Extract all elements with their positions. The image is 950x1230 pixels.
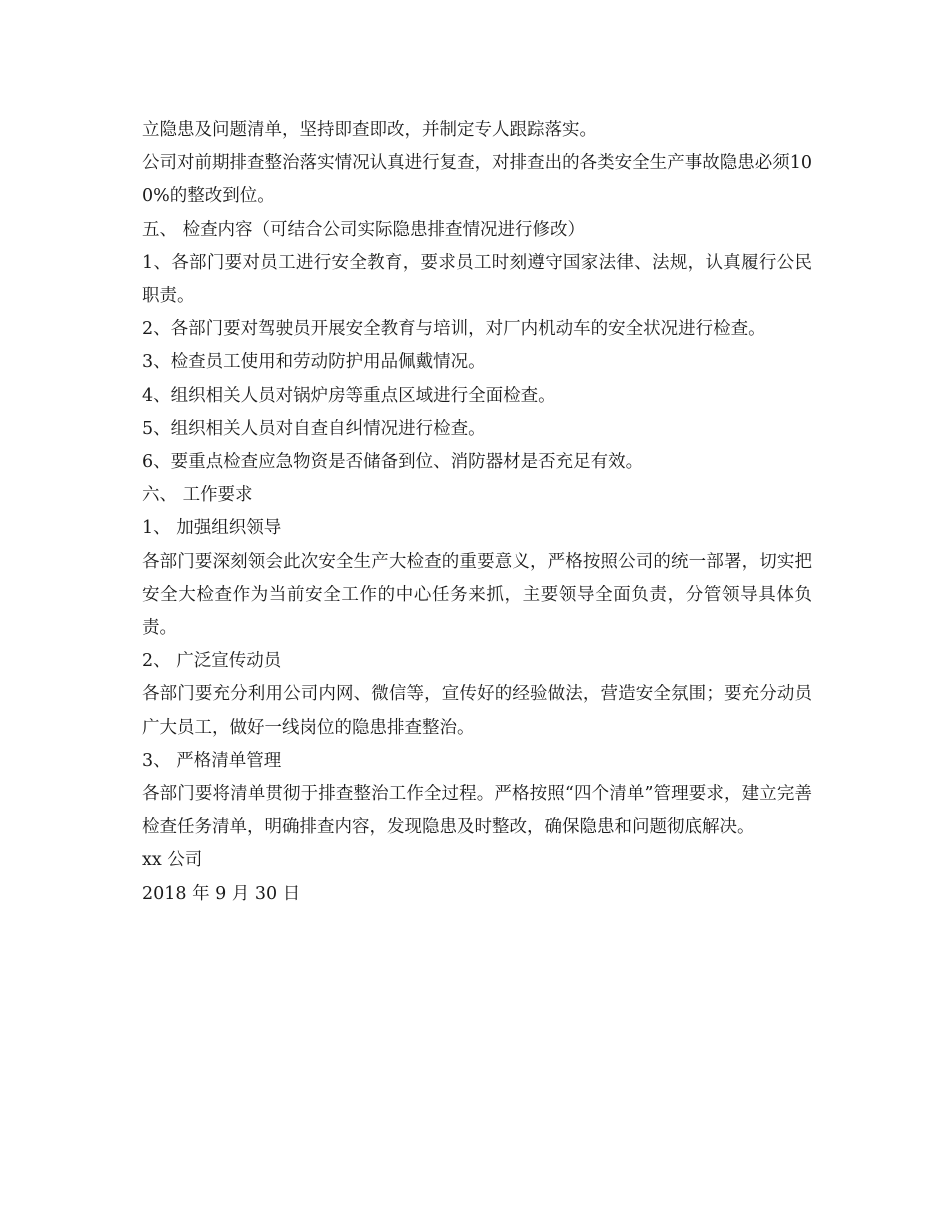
document-body	[142, 114, 812, 911]
list-item-inspection-2: 2、各部门要对驾驶员开展安全教育与培训，对厂内机动车的安全状况进行检查。	[142, 319, 766, 340]
paragraph-leadership: 各部门要深刻领会此次安全生产大检查的重要意义，严格按照公司的统一部署，切实把安全大检查作为当前安全工作的中心任务来抓，主要领导全面负责，分管领导具体负责。	[142, 551, 812, 639]
list-item-inspection-5: 5、组织相关人员对自查自纠情况进行检查。	[142, 418, 486, 439]
paragraph-publicity: 各部门要充分利用公司内网、微信等，宣传好的经验做法，营造安全氛围；要充分动员广大员工，做好一线岗位的隐患排查整治。	[142, 684, 812, 738]
subheading-list-management: 3、 严格清单管理	[142, 750, 282, 771]
subheading-publicity: 2、 广泛宣传动员	[142, 651, 282, 672]
signature-date: 2018 年 9 月 30 日	[142, 883, 301, 904]
signature-company: xx 公司	[142, 850, 203, 871]
list-item-inspection-4: 4、组织相关人员对锅炉房等重点区域进行全面检查。	[142, 385, 556, 406]
list-item-inspection-6: 6、要重点检查应急物资是否储备到位、消防器材是否充足有效。	[142, 452, 644, 473]
list-item-inspection-1: 1、各部门要对员工进行安全教育，要求员工时刻遵守国家法律、法规，认真履行公民职责。	[142, 252, 812, 307]
section-heading-inspection-content: 五、 检查内容（可结合公司实际隐患排查情况进行修改）	[142, 219, 586, 240]
paragraph-list-management: 各部门要将清单贯彻于排查整治工作全过程。严格按照“四个清单”管理要求，建立完善检查任务清单，明确排查内容，发现隐患及时整改，确保隐患和问题彻底解决。	[142, 784, 812, 838]
list-item-inspection-3: 3、检查员工使用和劳动防护用品佩戴情况。	[142, 352, 486, 373]
section-heading-work-requirements: 六、 工作要求	[142, 485, 253, 506]
subheading-leadership: 1、 加强组织领导	[142, 518, 282, 539]
paragraph-hazard-list: 立隐患及问题清单，坚持即查即改，并制定专人跟踪落实。	[142, 120, 597, 140]
paragraph-recheck: 公司对前期排查整治落实情况认真进行复查，对排查出的各类安全生产事故隐患必须100%的整改到位。	[142, 153, 812, 207]
